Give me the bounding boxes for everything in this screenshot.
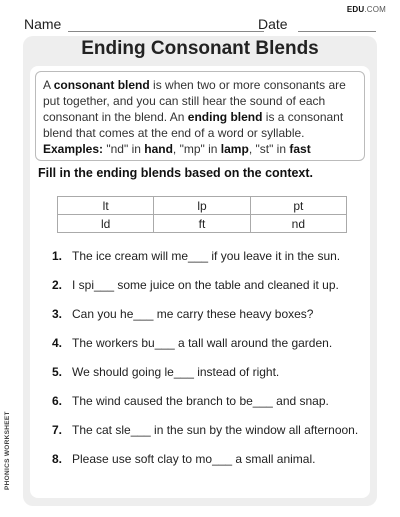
blend-cell: nd xyxy=(250,215,346,233)
question-text: The wind caused the branch to be___ and snap. xyxy=(72,394,329,408)
name-date-header xyxy=(24,14,376,34)
question-text: The ice cream will me___ if you leave it in the sun. xyxy=(72,249,341,263)
examples-label: Examples: xyxy=(43,142,104,156)
question-item xyxy=(52,249,340,267)
instruction-text: Fill in the ending blends based on the context. xyxy=(38,166,314,180)
blend-cell: lp xyxy=(154,197,250,215)
question-item xyxy=(52,365,279,383)
example-word: lamp xyxy=(220,142,249,156)
logo-main: EDU xyxy=(346,5,365,14)
logo-suffix: .COM xyxy=(364,5,386,14)
question-item xyxy=(52,336,332,354)
question-number: 3. xyxy=(52,307,63,321)
question-text: The workers bu___ a tall wall around the garden. xyxy=(72,336,333,350)
question-text: I spi___ some juice on the table and cleaned it up. xyxy=(72,278,339,292)
blend-cell: pt xyxy=(250,197,346,215)
blend-cell: ld xyxy=(58,215,154,233)
question-item xyxy=(52,394,329,412)
question-item xyxy=(52,452,315,470)
question-number: 7. xyxy=(52,423,63,437)
question-number: 1. xyxy=(52,249,63,263)
question-number: 5. xyxy=(52,365,63,379)
info-text: A xyxy=(43,78,54,92)
definition-box xyxy=(35,71,365,161)
question-text: The cat sle___ in the sun by the window all afternoon. xyxy=(72,423,359,437)
question-text: Please use soft clay to mo___ a small animal. xyxy=(72,452,316,466)
question-text: Can you he___ me carry these heavy boxes? xyxy=(72,307,314,321)
blend-row xyxy=(58,215,347,233)
example-text: , "mp" in xyxy=(172,142,221,156)
question-item xyxy=(52,278,339,296)
example-word: hand xyxy=(144,142,173,156)
question-number: 6. xyxy=(52,394,63,408)
blend-row xyxy=(58,197,347,215)
example-text: , "st" in xyxy=(248,142,290,156)
blend-cell: lt xyxy=(58,197,154,215)
side-category-label: PHONICS WORKSHEET xyxy=(4,411,11,490)
question-number: 4. xyxy=(52,336,63,350)
info-term-ending-blend: ending blend xyxy=(187,110,263,124)
example-text: "nd" in xyxy=(103,142,145,156)
blend-cell: ft xyxy=(154,215,250,233)
name-line xyxy=(68,31,264,32)
blend-word-bank xyxy=(57,196,347,233)
info-text: is a consonant blend that comes at the end of a word or syllable. xyxy=(43,110,344,140)
date-label: Date xyxy=(258,16,288,32)
worksheet-body xyxy=(30,66,370,498)
date-line xyxy=(298,31,376,32)
info-term-consonant-blend: consonant blend xyxy=(53,78,150,92)
question-number: 8. xyxy=(52,452,63,466)
info-text: is when two or more consonants are put together, and you can still hear the sound of each consonant in the blend. An xyxy=(43,78,346,124)
question-item xyxy=(52,307,313,325)
edu-logo xyxy=(347,5,386,14)
question-item xyxy=(52,423,358,441)
question-text: We should going le___ instead of right. xyxy=(72,365,280,379)
worksheet-panel xyxy=(23,36,377,506)
worksheet-title: Ending Consonant Blends xyxy=(81,38,319,59)
name-label: Name xyxy=(24,16,62,32)
example-word: fast xyxy=(289,142,311,156)
question-number: 2. xyxy=(52,278,63,292)
